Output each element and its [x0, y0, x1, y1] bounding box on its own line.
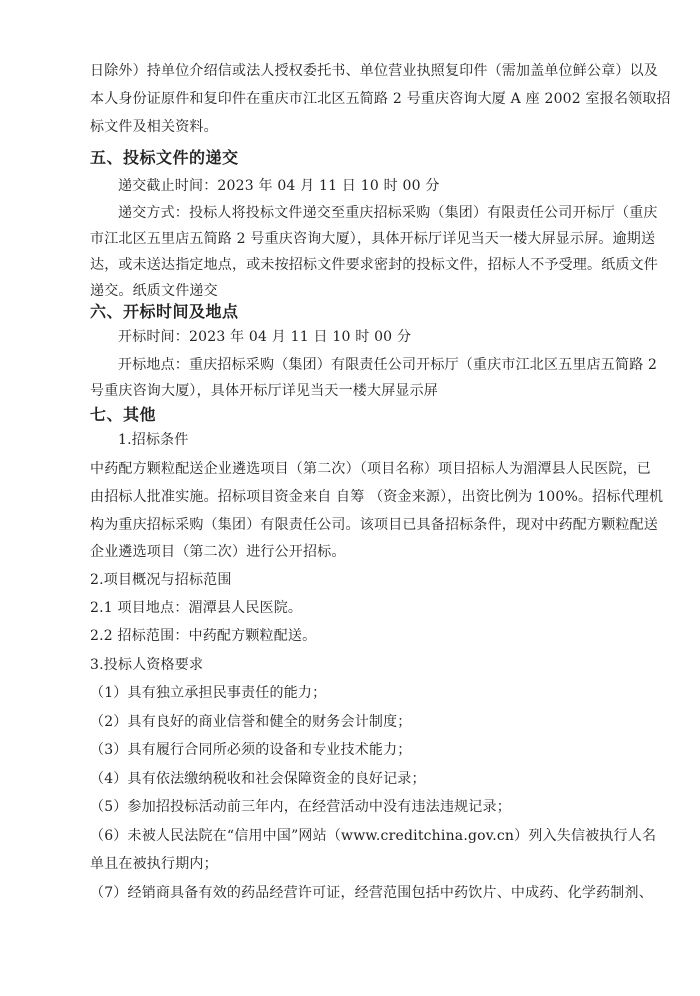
opening-time: 开标时间：2023 年 04 月 11 日 10 时 00 分 [118, 329, 412, 345]
requirement-7: （7）经销商具备有效的药品经营许可证，经营范围包括中药饮片、中成药、化学药制剂、 [90, 885, 653, 901]
requirement-4: （4）具有依法缴纳税收和社会保障资金的良好记录； [90, 771, 426, 787]
project-overview-title: 2.项目概况与招标范围 [90, 572, 232, 588]
section-7-heading: 七、其他 [90, 405, 157, 424]
tender-conditions-line-3: 构为重庆招标采购（集团）有限责任公司。该项目已具备招标条件，现对中药配方颗粒配送 [90, 517, 658, 533]
submission-deadline: 递交截止时间：2023 年 04 月 11 日 10 时 00 分 [118, 178, 440, 194]
requirement-2: （2）具有良好的商业信誉和健全的财务会计制度； [90, 714, 412, 730]
submission-method-line-3: 达，或未送达指定地点，或未按招标文件要求密封的投标文件，招标人不予受理。纸质文件 [90, 257, 658, 273]
requirement-5: （5）参加招投标活动前三年内，在经营活动中没有违法违规记录； [90, 799, 511, 815]
tender-conditions-line-1: 中药配方颗粒配送企业遴选项目（第二次）（项目名称）项目招标人为湄潭县人民医院，已 [90, 461, 651, 477]
tender-conditions-line-2: 由招标人批准实施。招标项目资金来自 自筹 （资金来源），出资比例为 100%。招标代理机 [90, 489, 664, 505]
submission-method-line-1: 递交方式：投标人将投标文件递交至重庆招标采购（集团）有限责任公司开标厅（重庆 [118, 205, 658, 221]
requirement-6-line-2: 单且在被执行期内； [90, 856, 218, 872]
tender-scope: 2.2 招标范围：中药配方颗粒配送。 [90, 628, 317, 644]
intro-line-2: 本人身份证原件和复印件在重庆市江北区五简路 2 号重庆咨询大厦 A 座 2002 室报名领取招 [90, 91, 671, 107]
submission-method-line-2: 市江北区五里店五简路 2 号重庆咨询大厦），具体开标厅详见当天一楼大屏显示屏。逾期送 [90, 231, 656, 247]
opening-place-line-2: 号重庆咨询大厦），具体开标厅详见当天一楼大屏显示屏 [90, 383, 438, 399]
requirement-1: （1）具有独立承担民事责任的能力； [90, 685, 327, 701]
tender-conditions-line-4: 企业遴选项目（第二次）进行公开招标。 [90, 544, 346, 560]
requirement-6-line-1: （6）未被人民法院在“信用中国”网站（www.creditchina.gov.cn）列入失信被执行人名 [90, 828, 657, 844]
intro-line-3: 标文件及相关资料。 [90, 119, 218, 135]
opening-place-line-1: 开标地点：重庆招标采购（集团）有限责任公司开标厅（重庆市江北区五里店五简路 2 [118, 357, 658, 373]
section-6-heading: 六、开标时间及地点 [90, 302, 239, 321]
bidder-qualification-title: 3.投标人资格要求 [90, 657, 204, 673]
section-5-heading: 五、投标文件的递交 [90, 148, 239, 167]
tender-conditions-title: 1.招标条件 [118, 432, 189, 448]
intro-line-1: 日除外）持单位介绍信或法人授权委托书、单位营业执照复印件（需加盖单位鲜公章）以及 [90, 63, 658, 79]
submission-method-line-4: 递交。纸质文件递交 [90, 283, 218, 299]
requirement-3: （3）具有履行合同所必须的设备和专业技术能力； [90, 742, 412, 758]
project-location: 2.1 项目地点：湄潭县人民医院。 [90, 600, 303, 616]
